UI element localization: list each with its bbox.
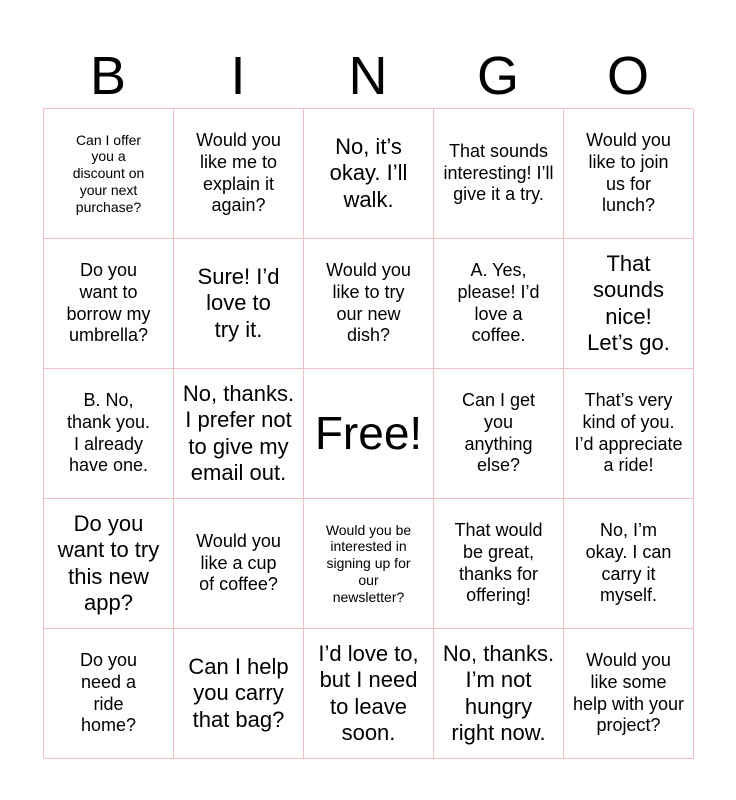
bingo-cell[interactable] [434,499,564,629]
header-letter-b: B [89,46,127,106]
cell-text: Would you like to join us for lunch? [586,130,671,216]
header-letter-o: O [606,46,649,106]
bingo-cell[interactable] [434,239,564,369]
bingo-cell[interactable] [44,369,174,499]
cell-text: Would you like to try our new dish? [326,260,411,346]
free-space-text: Free! [314,406,423,459]
bingo-cell[interactable] [564,109,694,239]
bingo-cell[interactable] [434,369,564,499]
cell-text: Can I get you anything else? [461,390,536,476]
cell-text: That sounds interesting! I’ll give it a try. [443,141,554,205]
bingo-cell[interactable] [44,629,174,759]
header-letter-i: I [230,46,246,106]
bingo-cell[interactable] [564,629,694,759]
bingo-cell[interactable] [174,369,304,499]
bingo-cell[interactable] [564,239,694,369]
bingo-cell[interactable] [44,499,174,629]
cell-text: No, it’s okay. I’ll walk. [329,133,408,212]
bingo-cell[interactable] [44,109,174,239]
cell-text: Would you like some help with your project? [572,650,685,736]
cell-text: Do you want to try this new app? [57,510,160,615]
bingo-cell[interactable] [304,109,434,239]
cell-text: No, I’m okay. I can carry it myself. [585,520,672,606]
bingo-cell[interactable] [304,239,434,369]
free-space-cell[interactable] [304,369,434,499]
bingo-board [43,108,693,758]
cell-text: Do you want to borrow my umbrella? [66,260,151,346]
header-letter-g: G [476,46,519,106]
cell-text: That sounds nice! Let’s go. [587,250,670,355]
bingo-cell[interactable] [174,239,304,369]
cell-text: No, thanks. I prefer not to give my email out. [182,380,295,485]
cell-text: Can I help you carry that bag? [188,653,289,732]
cell-text: That’s very kind of you. I’d appreciate a ride! [574,390,683,476]
cell-text: Sure! I’d love to try it. [197,263,280,342]
cell-text: B. No, thank you. I already have one. [66,390,151,476]
bingo-cell[interactable] [564,499,694,629]
cell-text: Would you like me to explain it again? [196,130,281,216]
bingo-header [43,44,693,108]
cell-text: Would you be interested in signing up for our newsletter? [325,521,412,605]
bingo-cell[interactable] [564,369,694,499]
bingo-cell[interactable] [174,629,304,759]
cell-text: Would you like a cup of coffee? [196,531,281,595]
cell-text: I’d love to, but I need to leave soon. [318,640,419,745]
cell-text: Do you need a ride home? [79,650,138,736]
bingo-cell[interactable] [44,239,174,369]
bingo-cell[interactable] [304,629,434,759]
bingo-cell[interactable] [174,499,304,629]
cell-text: A. Yes, please! I’d love a coffee. [457,260,540,346]
cell-text: Can I offer you a discount on your next purchase? [72,131,145,215]
bingo-cell[interactable] [434,109,564,239]
bingo-cell[interactable] [174,109,304,239]
cell-text: That would be great, thanks for offering! [454,520,543,606]
cell-text: No, thanks. I’m not hungry right now. [442,640,555,745]
header-letter-n: N [348,46,388,106]
bingo-cell[interactable] [434,629,564,759]
bingo-cell[interactable] [304,499,434,629]
